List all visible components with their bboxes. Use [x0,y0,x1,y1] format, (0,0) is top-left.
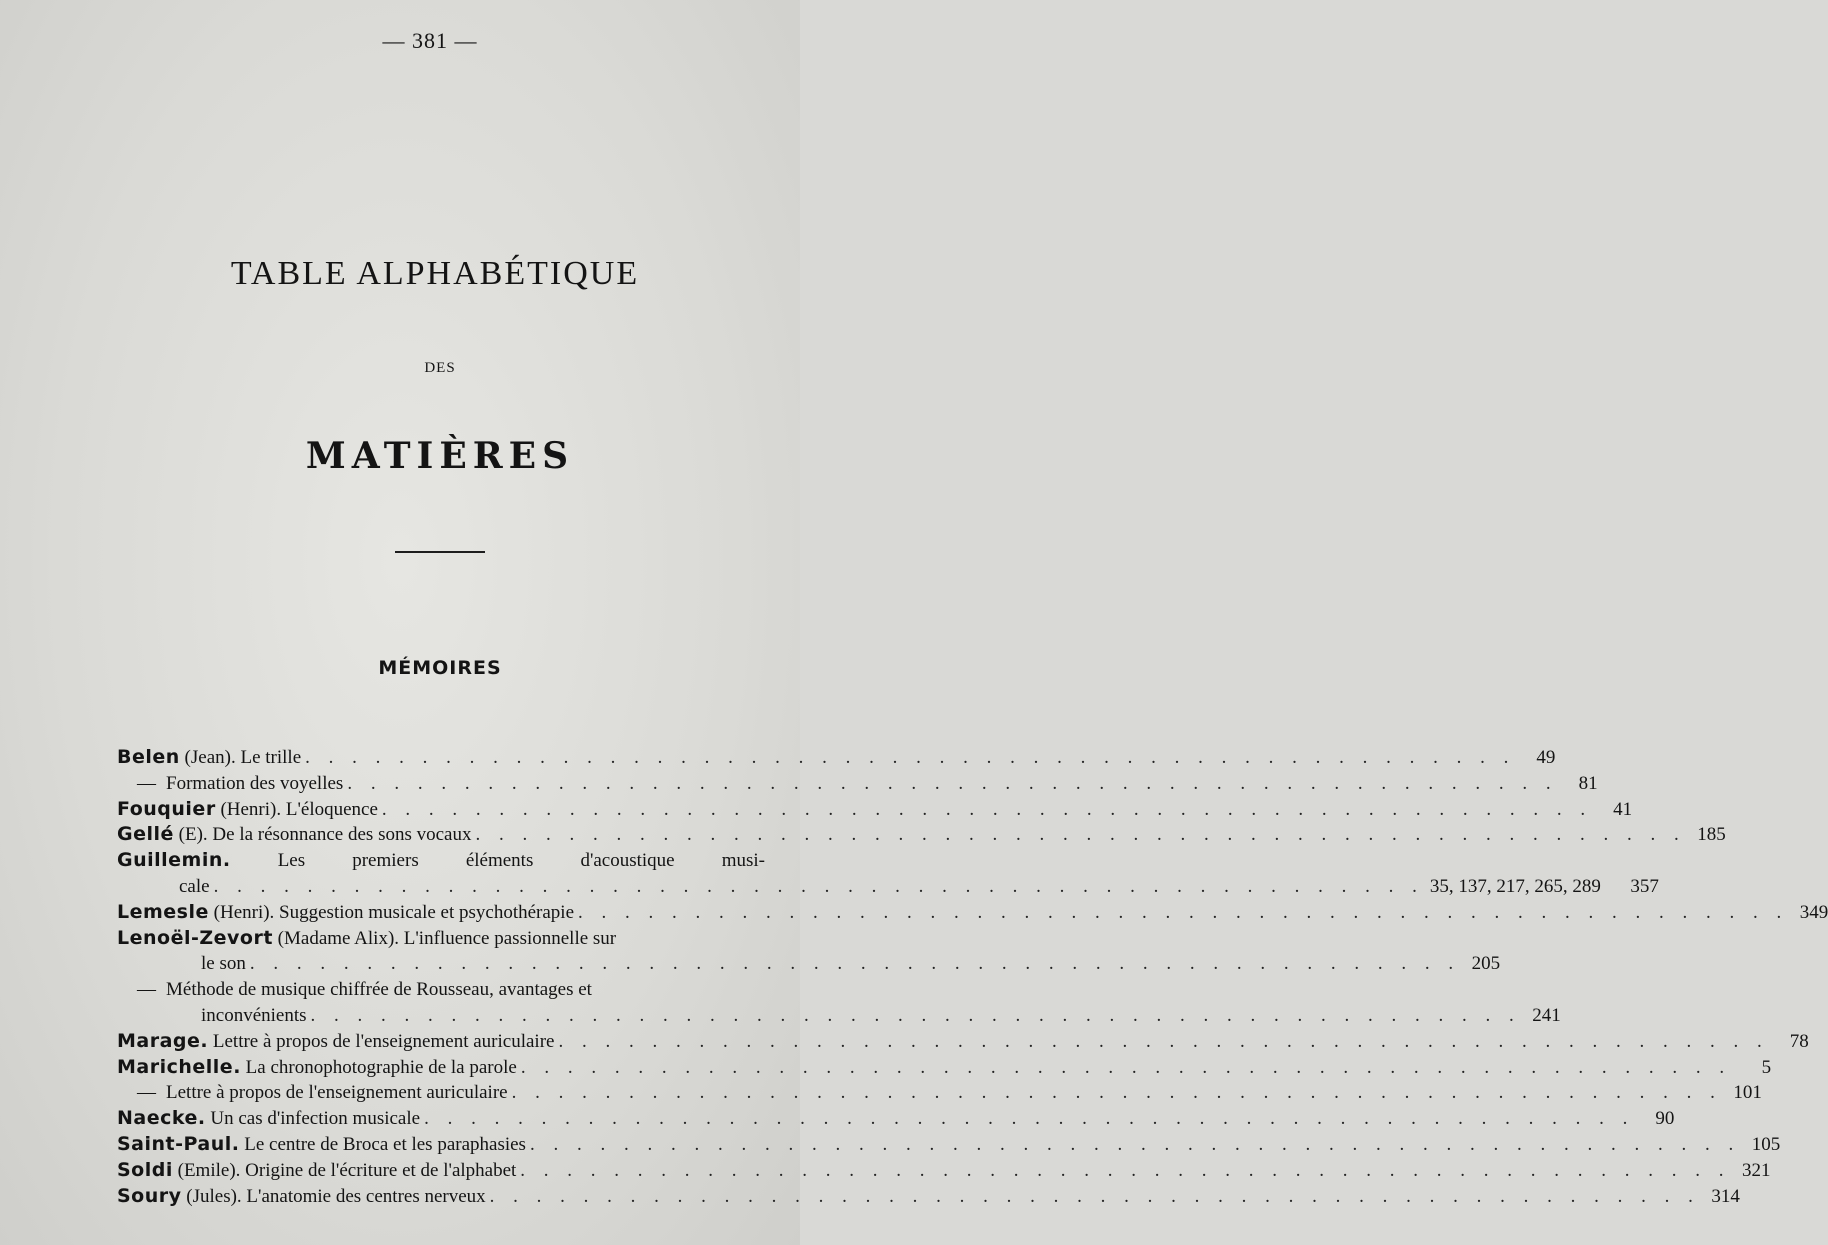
entry-word: premiers [352,850,419,872]
entry-author: Gellé [117,823,174,846]
index-entry [117,900,1828,926]
dot-leader: . . . . . . . . . . . . . . . . . . . . . . . . . . . . . . . . . . . . . . . . . . . . . . . . . . . . [249,953,1461,975]
entry-page: 185 [1697,824,1726,846]
dot-leader: . . . . . . . . . . . . . . . . . . . . . . . . . . . . . . . . . . . . . . . . . . . . . . . . . . . . [529,1133,1741,1155]
repeat-dash: — [137,772,156,794]
entry-author: Belen [117,746,180,768]
entry-author: Soury [117,1184,182,1207]
entry-title: (Henri). Suggestion musicale et psychothérapie [208,901,575,923]
index-entry [117,977,765,1003]
index-entry [117,848,765,874]
title-connector: DES [424,360,456,376]
index-entry [117,1158,1771,1184]
entry-title: Un cas d'infection musicale [205,1108,421,1130]
entry-page: 357 [1630,875,1659,897]
entry-page: 90 [1655,1108,1675,1130]
dot-leader: . . . . . . . . . . . . . . . . . . . . . . . . . . . . . . . . . . . . . . . . . . . . . . . . . . . . [424,1108,1635,1130]
entry-page: 78 [1789,1030,1809,1052]
entry-word: Les [277,850,306,872]
entry-page: 101 [1733,1082,1762,1104]
entry-title: (Henri). L'éloquence [215,798,378,820]
repeat-dash: — [137,1082,156,1104]
entry-word: d'acoustique [580,850,675,872]
index-entry [117,1184,1740,1210]
entry-title: Lettre à propos de l'enseignement auriculaire [208,1030,555,1052]
dot-leader: . . . . . . . . . . . . . . . . . . . . . . . . . . . . . . . . . . . . . . . . . . . . . . . . . . . . [520,1159,1731,1181]
entry-title: Le centre de Broca et les paraphasies [239,1133,526,1155]
entry-author: Fouquier [117,797,216,820]
dot-leader: . . . . . . . . . . . . . . . . . . . . . . . . . . . . . . . . . . . . . . . . . . . . . . . . . . . . [558,1030,1769,1052]
entry-word: musi- [721,850,765,872]
entry-page: 314 [1711,1185,1740,1207]
entry-title: (Madame Alix). L'influence passionnelle sur [272,927,617,949]
index-entry-continuation [117,951,1501,977]
entry-page: 105 [1751,1133,1781,1155]
entry-title: (Jules). L'anatomie des centres nerveux [181,1185,486,1207]
dot-leader: . . . . . . . . . . . . . . . . . . . . . . . . . . . . . . . . . . . . . . . . . . . . . . . . . . . . [511,1082,1722,1104]
index-entry [117,1080,1762,1106]
dot-leader: . . . . . . . . . . . . . . . . . . . . . . . . . . . . . . . . . . . . . . . . . . . . . . . . . . . . [520,1056,1732,1078]
entry-author: Naecke. [117,1107,206,1130]
dot-leader: . . . . . . . . . . . . . . . . . . . . . . . . . . . . . . . . . . . . . . . . . . . . . . . . . . . . [489,1185,1700,1207]
section-heading: MÉMOIRES [378,657,502,679]
entry-author: Saint-Paul. [117,1132,240,1155]
dot-leader: . . . . . . . . . . . . . . . . . . . . . . . . . . . . . . . . . . . . . . . . . . . . . . . . . . . . [475,824,1686,846]
index-entry [117,1055,1772,1081]
index-entry-continuation [117,1003,1561,1029]
index-entry [117,1106,1675,1132]
page-number: — 381 — [382,28,478,53]
repeat-dash: — [137,979,156,1001]
index-entry [117,797,1633,823]
index-entry-continuation [117,874,1659,900]
index-entry [117,1029,1809,1055]
dot-leader: . . . . . . . . . . . . . . . . . . . . . . . . . . . . . . . . . . . . . . . . . . . . . . . . . . . . [305,747,1516,768]
entry-title: Méthode de musique chiffrée de Rousseau, avantages et [166,979,592,1001]
entry-title: Formation des voyelles [166,772,344,794]
index-entries [117,745,1828,1209]
entry-author: Guillemin. [117,849,231,872]
entry-page: 241 [1532,1004,1561,1026]
entry-title: La chronophotographie de la parole [240,1056,517,1078]
entry-word: éléments [465,850,534,872]
entry-page: 81 [1578,772,1598,794]
entry-author: Marichelle. [117,1055,241,1078]
page-title: TABLE ALPHABÉTIQUE [230,255,640,292]
page-subtitle: MATIÈRES [305,435,575,477]
entry-title: (Jean). Le trille [179,747,302,768]
index-entry [117,745,1556,771]
entry-page: 41 [1613,798,1633,820]
entry-continuation: le son [201,953,246,975]
dot-leader: . . . . . . . . . . . . . . . . . . . . . . . . . . . . . . . . . . . . . . . . . . . . . . . . . . . . [578,901,1789,923]
entry-author: Lenoël-Zevort [117,926,273,949]
entry-extra-pages: 35, 137, 217, 265, 289 [1429,875,1601,897]
entry-page: 349 [1799,901,1828,923]
entry-author: Lemesle [117,900,209,923]
entry-title: (Emile). Origine de l'écriture et de l'alphabet [172,1159,517,1181]
dot-leader: . . . . . . . . . . . . . . . . . . . . . . . . . . . . . . . . . . . . . . . . . . . . . . . . . . . . [347,772,1558,794]
index-entry [117,1132,1781,1158]
dot-leader: . . . . . . . . . . . . . . . . . . . . . . . . . . . . . . . . . . . . . . . . . . . . . . . . . . . . [213,875,1424,897]
index-entry [117,926,765,952]
entry-page: 5 [1761,1056,1772,1078]
title-divider [395,551,485,553]
dot-leader: . . . . . . . . . . . . . . . . . . . . . . . . . . . . . . . . . . . . . . . . . . . . . . . . . . . . [310,1004,1521,1026]
entry-page: 49 [1536,747,1556,768]
index-entry [117,822,1726,848]
entry-title: (E). De la résonnance des sons vocaux [173,824,472,846]
index-entry [117,771,1598,797]
entry-title: Lettre à propos de l'enseignement auriculaire [166,1082,508,1104]
entry-continuation: cale [179,875,210,897]
entry-page: 205 [1471,953,1501,975]
entry-continuation: inconvénients [201,1004,307,1026]
entry-author: Marage. [117,1029,209,1052]
entry-author: Soldi [117,1158,173,1181]
dot-leader: . . . . . . . . . . . . . . . . . . . . . . . . . . . . . . . . . . . . . . . . . . . . . . . . . . . . [381,798,1593,820]
entry-page: 321 [1742,1159,1771,1181]
